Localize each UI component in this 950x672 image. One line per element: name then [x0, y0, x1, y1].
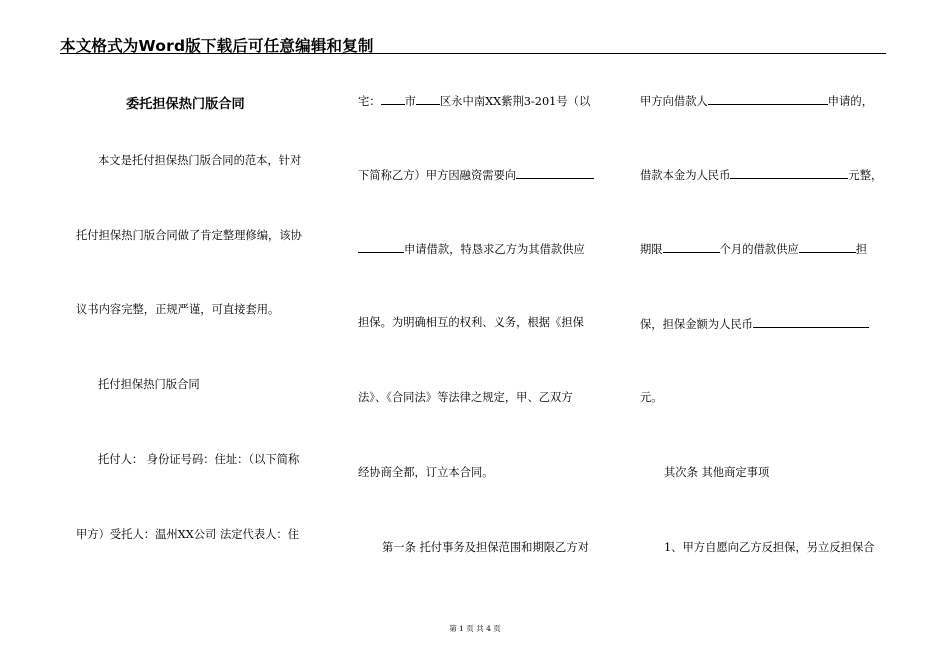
fill-in-blank	[708, 93, 828, 105]
text-fragment: 市	[404, 95, 416, 108]
text-fragment: 申请借款，特恳求乙方为其借款供应	[404, 243, 585, 256]
paragraph-line	[640, 167, 882, 183]
fill-in-blank	[358, 241, 404, 253]
text-fragment: 申请的，	[827, 95, 873, 108]
paragraph-line	[640, 241, 867, 257]
paragraph-line: 托付担保热门版合同做了肯定整理修编，该协	[76, 229, 302, 242]
document-title: 委托担保热门版合同	[126, 97, 245, 112]
paragraph-line: 1、甲方自愿向乙方反担保，另立反担保合	[664, 541, 875, 554]
page-footer: 第 1 页 共 4 页	[449, 624, 501, 633]
text-fragment: 甲方向借款人	[640, 95, 708, 108]
text-fragment: 元整，	[848, 169, 883, 182]
paragraph-line: 本文是托付担保热门版合同的范本，针对	[98, 154, 302, 167]
paragraph-line	[358, 241, 585, 257]
article-heading: 其次条 其他商定事项	[664, 466, 770, 479]
header-divider	[60, 53, 886, 54]
article-heading: 第一条 托付事务及担保范围和期限乙方对	[382, 541, 589, 554]
fill-in-blank	[730, 167, 848, 179]
fill-in-blank	[663, 241, 720, 253]
text-fragment: 下简称乙方）甲方因融资需要向	[358, 169, 517, 182]
fill-in-blank	[753, 316, 869, 328]
text-fragment: 借款本金为人民币	[640, 169, 731, 182]
paragraph-line	[640, 93, 873, 109]
paragraph-line: 法》、《合同法》等法律之规定，甲、乙双方	[358, 391, 573, 404]
fill-in-blank	[516, 167, 594, 179]
section-heading: 托付担保热门版合同	[98, 378, 200, 391]
paragraph-line: 经协商全都，订立本合同。	[358, 466, 494, 479]
document-header: 本文格式为Word版下载后可任意编辑和复制	[60, 37, 374, 55]
paragraph-line	[358, 93, 590, 109]
paragraph-line: 甲方）受托人：温州XX公司 法定代表人：住	[76, 528, 300, 541]
text-fragment: 区永中南XX紫荆3-201号（以	[439, 95, 591, 108]
fill-in-blank	[416, 93, 440, 105]
paragraph-line: 议书内容完整，正规严谨，可直接套用。	[76, 303, 280, 316]
paragraph-line	[640, 316, 869, 332]
text-fragment: 担	[855, 243, 868, 256]
paragraph-line: 担保。为明确相互的权利、义务，根据《担保	[358, 316, 584, 329]
text-fragment: 宅：	[358, 95, 381, 108]
fill-in-blank	[381, 93, 405, 105]
fill-in-blank	[799, 241, 856, 253]
text-fragment: 个月的借款供应	[719, 243, 799, 256]
text-fragment: 保，担保金额为人民币	[640, 318, 753, 331]
paragraph-line	[358, 167, 594, 183]
paragraph-line: 托付人： 身份证号码：住址：（以下简称	[98, 453, 300, 466]
text-fragment: 期限	[640, 243, 663, 256]
paragraph-line: 元。	[640, 391, 663, 404]
